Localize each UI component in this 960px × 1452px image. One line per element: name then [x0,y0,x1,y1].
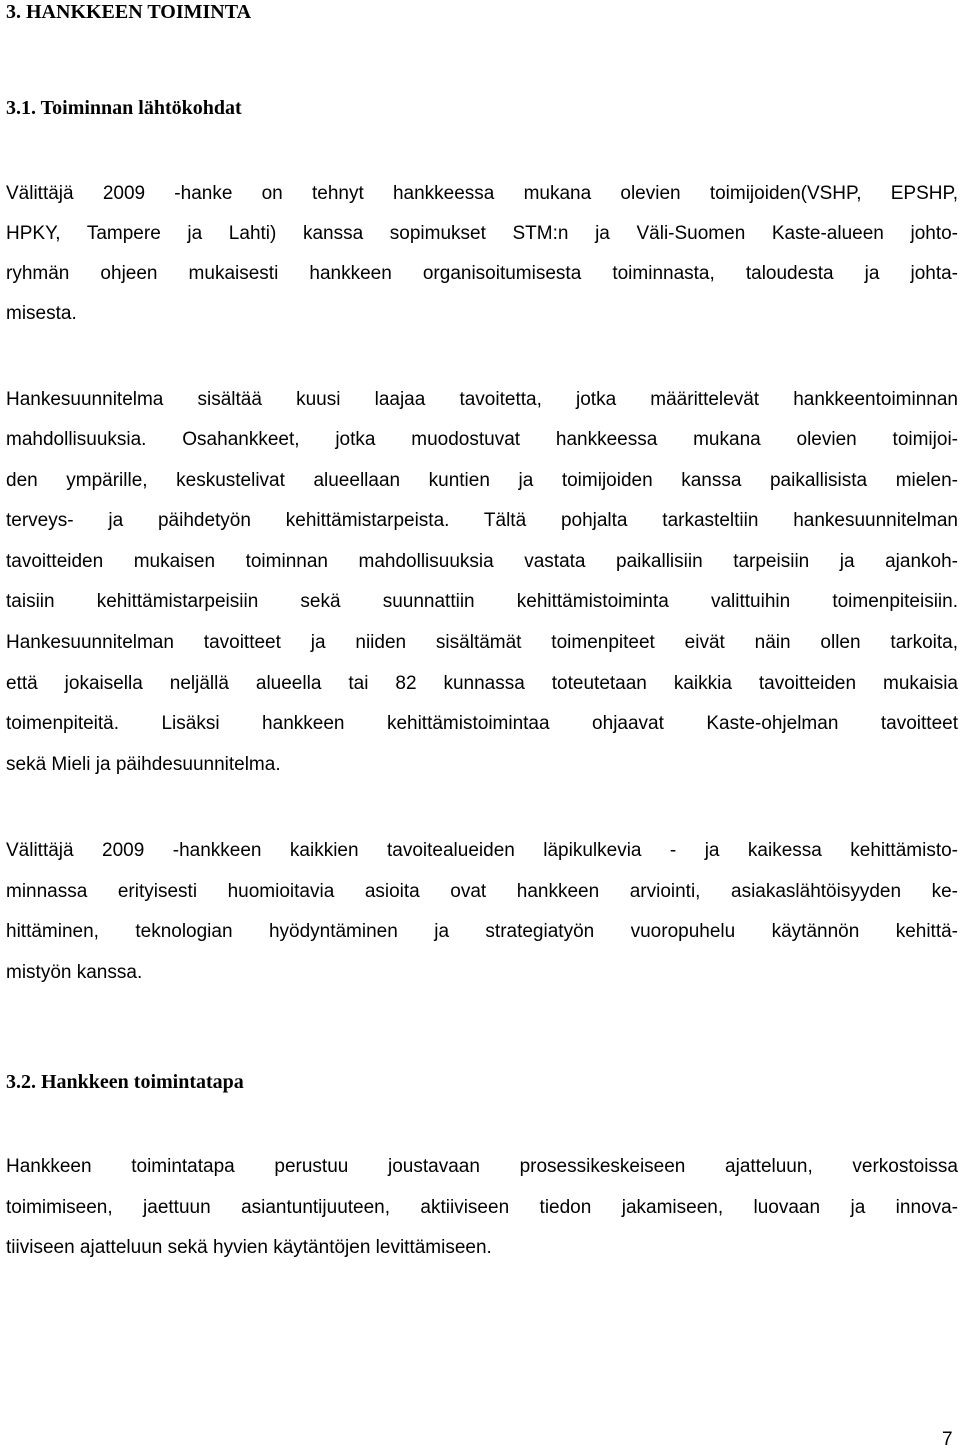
page-number: 7 [942,1429,953,1450]
text-line: hittäminen, teknologian hyödyntäminen ja strategiatyön vuoropuhelu käytännön kehittä- [6,921,958,942]
text-line: den ympärille, keskustelivat alueellaan kuntien ja toimijoiden kanssa paikallisista mielen- [6,470,958,491]
text-line: mahdollisuuksia. Osahankkeet, jotka muodostuvat hankkeessa mukana olevien toimijoi- [6,429,958,450]
subsection-heading-toiminnan-lahtokohdat: 3.1. Toiminnan lähtökohdat [6,97,242,119]
text-line: ryhmän ohjeen mukaisesti hankkeen organisoitumisesta toiminnasta, taloudesta ja johta- [6,263,958,284]
text-line: Välittäjä 2009 -hankkeen kaikkien tavoitealueiden läpikulkevia - ja kaikessa kehittämisto- [6,840,958,861]
text-line: toimimiseen, jaettuun asiantuntijuuteen, aktiiviseen tiedon jakamiseen, luovaan ja innova- [6,1197,958,1218]
text-line: että jokaisella neljällä alueella tai 82 kunnassa toteutetaan kaikkia tavoitteiden mukaisia [6,673,958,694]
text-line: misesta. [6,303,77,324]
text-line: HPKY, Tampere ja Lahti) kanssa sopimukset STM:n ja Väli-Suomen Kaste-alueen johto- [6,223,958,244]
text-line: taisiin kehittämistarpeisiin sekä suunnattiin kehittämistoiminta valittuihin toimenpiteisiin. [6,591,958,612]
text-line: sekä Mieli ja päihdesuunnitelma. [6,754,281,775]
text-line: Hankkeen toimintatapa perustuu joustavaan prosessikeskeiseen ajatteluun, verkostoissa [6,1156,958,1177]
text-line: tiiviseen ajatteluun sekä hyvien käytäntöjen levittämiseen. [6,1237,492,1258]
text-line: Hankesuunnitelman tavoitteet ja niiden sisältämät toimenpiteet eivät näin ollen tarkoita, [6,632,958,653]
text-line: mistyön kanssa. [6,962,143,983]
text-line: tavoitteiden mukaisen toiminnan mahdollisuuksia vastata paikallisiin tarpeisiin ja ajankoh- [6,551,958,572]
text-line: Välittäjä 2009 -hanke on tehnyt hankkeessa mukana olevien toimijoiden(VSHP, EPSHP, [6,183,958,204]
subsection-heading-hankkeen-toimintatapa: 3.2. Hankkeen toimintatapa [6,1071,244,1093]
text-line: terveys- ja päihdetyön kehittämistarpeista. Tältä pohjalta tarkasteltiin hankesuunnitelman [6,510,958,531]
text-line: toimenpiteitä. Lisäksi hankkeen kehittämistoimintaa ohjaavat Kaste-ohjelman tavoitteet [6,713,958,734]
text-line: minnassa erityisesti huomioitavia asioita ovat hankkeen arviointi, asiakaslähtöisyyden ke- [6,881,958,902]
text-line: Hankesuunnitelma sisältää kuusi laajaa tavoitetta, jotka määrittelevät hankkeentoiminnan [6,389,958,410]
section-heading: 3. HANKKEEN TOIMINTA [6,1,252,23]
